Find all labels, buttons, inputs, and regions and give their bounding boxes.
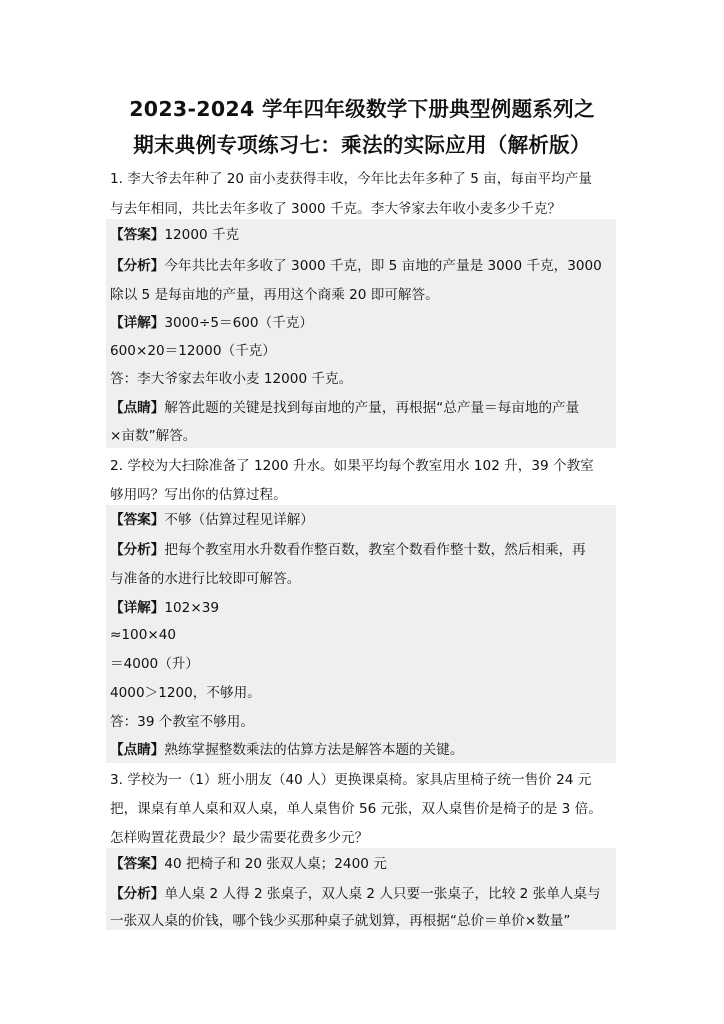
detail-2-line3: ＝4000（升）: [110, 656, 199, 672]
answer-1: [110, 226, 616, 244]
detail-2-line1: [110, 599, 616, 617]
question-2-line1: 2. 学校为大扫除准备了 1200 升水。如果平均每个教室用水 102 升，39 个教室: [110, 458, 594, 474]
answer-tag: 【答案】: [110, 856, 165, 872]
analysis-1-line2: 除以 5 是每亩地的产量，再用这个商乘 20 即可解答。: [110, 287, 439, 303]
document-title-line1: 2023-2024 学年四年级数学下册典型例题系列之: [129, 97, 595, 121]
answer-3: [110, 855, 616, 873]
question-1-line1: 1. 李大爷去年种了 20 亩小麦获得丰收，今年比去年多种了 5 亩，每亩平均产量: [110, 171, 592, 187]
detail-tag: 【详解】: [110, 315, 165, 331]
analysis-1-line1: [110, 257, 616, 275]
detail-2-text: 102×39: [164, 600, 220, 616]
detail-2-line4: 4000＞1200，不够用。: [110, 685, 261, 701]
answer-tag: 【答案】: [110, 227, 165, 243]
analysis-2-text: 把每个教室用水升数看作整百数，教室个数看作整十数，然后相乘，再: [164, 542, 586, 558]
answer-1-text: 12000 千克: [164, 227, 240, 243]
detail-1-line1: [110, 314, 616, 332]
detail-2-line2: ≈100×40: [110, 627, 177, 643]
document-title-line2: 期末典例专项练习七：乘法的实际应用（解析版）: [133, 133, 591, 157]
question-3-line2: 把，课桌有单人桌和双人桌，单人桌售价 56 元张，双人桌售价是椅子的是 3 倍。: [110, 801, 602, 817]
detail-1-line2: 600×20＝12000（千克）: [110, 343, 276, 359]
analysis-2-line1: [110, 541, 616, 559]
detail-tag: 【详解】: [110, 600, 165, 616]
detail-1-line3: 答：李大爷家去年收小麦 12000 千克。: [110, 371, 353, 387]
point-1-text: 解答此题的关键是找到每亩地的产量，再根据“总产量＝每亩地的产量: [164, 400, 580, 416]
answer-2-text: 不够（估算过程见详解）: [164, 512, 314, 528]
analysis-1-text: 今年共比去年多收了 3000 千克，即 5 亩地的产量是 3000 千克，3000: [164, 258, 602, 274]
analysis-3-text: 单人桌 2 人得 2 张桌子，双人桌 2 人只要一张桌子，比较 2 张单人桌与: [164, 886, 601, 902]
answer-3-text: 40 把椅子和 20 张双人桌；2400 元: [164, 856, 387, 872]
point-1-line1: [110, 399, 616, 417]
point-tag: 【点睛】: [110, 400, 165, 416]
analysis-tag: 【分析】: [110, 258, 165, 274]
analysis-3-line1: [110, 885, 616, 903]
answer-2: [110, 511, 616, 529]
question-3-line3: 怎样购置花费最少？最少需要花费多少元？: [110, 830, 369, 846]
analysis-2-line2: 与准备的水进行比较即可解答。: [110, 571, 301, 587]
answer-tag: 【答案】: [110, 512, 165, 528]
point-2-text: 熟练掌握整数乘法的估算方法是解答本题的关键。: [164, 742, 464, 758]
point-2-line1: [110, 741, 616, 759]
analysis-tag: 【分析】: [110, 542, 165, 558]
detail-1-text: 3000÷5＝600（千克）: [164, 315, 313, 331]
question-1-line2: 与去年相同，共比去年多收了 3000 千克。李大爷家去年收小麦多少千克？: [110, 201, 562, 217]
point-1-line2: ×亩数”解答。: [110, 428, 197, 444]
question-2-line2: 够用吗？写出你的估算过程。: [110, 487, 287, 503]
detail-2-line5: 答：39 个教室不够用。: [110, 714, 254, 730]
point-tag: 【点睛】: [110, 742, 165, 758]
question-3-line1: 3. 学校为一（1）班小朋友（40 人）更换课桌椅。家具店里椅子统一售价 24 元: [110, 772, 592, 788]
analysis-tag: 【分析】: [110, 886, 165, 902]
analysis-3-line2: 一张双人桌的价钱，哪个钱少买那种桌子就划算，再根据“总价＝单价×数量”: [110, 913, 571, 929]
